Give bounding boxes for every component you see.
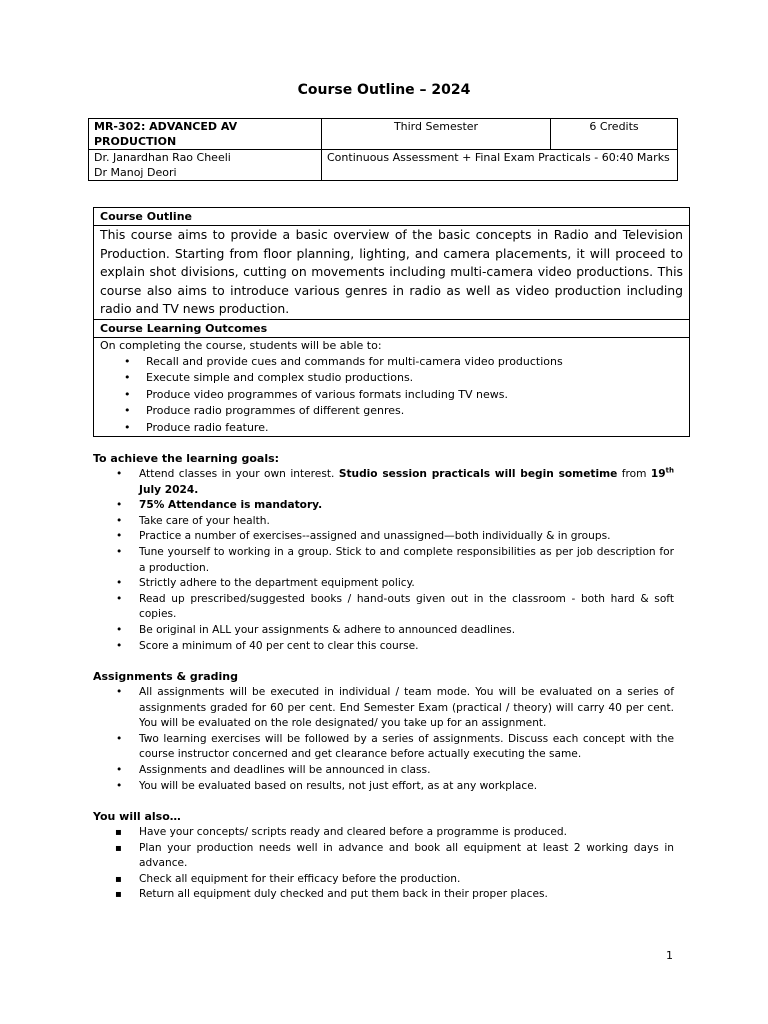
table-row: [89, 119, 678, 150]
you-will-also-heading: You will also…: [93, 810, 181, 823]
course-outline-box: [93, 207, 690, 437]
practicals-note: Studio session practicals will begin sometime: [338, 468, 618, 480]
list-item: [139, 467, 674, 498]
start-date: July 2024.: [139, 483, 199, 496]
instructor-name: Dr. Janardhan Rao Cheeli: [94, 151, 231, 164]
list-item: • Two learning exercises will be followed by a series of assignments. Discuss each concept with the course instructor concerned and get clearance before actually executing the same.: [139, 732, 674, 763]
course-header-table: [88, 118, 678, 181]
page-number: 1: [666, 949, 673, 962]
list-item-text: Attend classes in your own interest.: [139, 468, 339, 480]
assignments-heading: Assignments & grading: [93, 670, 238, 683]
list-item: • Read up prescribed/suggested books / hand-outs given out in the classroom - both hard & soft copies.: [139, 592, 674, 623]
learning-outcomes-list: [94, 354, 689, 437]
learning-goals-heading: To achieve the learning goals:: [93, 452, 280, 465]
table-row: [89, 150, 678, 181]
list-item: • Recall and provide cues and commands for multi-camera video productions: [146, 354, 689, 371]
list-item: • Be original in ALL your assignments & adhere to announced deadlines.: [139, 623, 674, 639]
list-item: • Take care of your health.: [139, 514, 674, 530]
course-code: MR-302: ADVANCED AV PRODUCTION: [89, 119, 322, 150]
list-item: • Produce radio programmes of different genres.: [146, 403, 689, 420]
semester: Third Semester: [322, 119, 551, 150]
list-item: ▪ Return all equipment duly checked and put them back in their proper places.: [139, 887, 674, 903]
assignments-list: [139, 685, 674, 794]
ordinal-suffix: th: [665, 466, 675, 475]
list-item: ▪ Check all equipment for their efficacy before the production.: [139, 872, 674, 888]
learning-outcomes-heading: Course Learning Outcomes: [94, 320, 689, 338]
list-item: • Strictly adhere to the department equipment policy.: [139, 576, 674, 592]
list-item: • Produce radio feature.: [146, 420, 689, 437]
list-item: • Score a minimum of 40 per cent to clear this course.: [139, 639, 674, 655]
list-item: ▪ Have your concepts/ scripts ready and cleared before a programme is produced.: [139, 825, 674, 841]
list-item-text: from: [617, 468, 651, 480]
list-item: • Practice a number of exercises--assigned and unassigned—both individually & in groups.: [139, 529, 674, 545]
list-item: • Tune yourself to working in a group. Stick to and complete responsibilities as per job description for a production.: [139, 545, 674, 576]
credits: 6 Credits: [551, 119, 678, 150]
course-outline-heading: Course Outline: [94, 208, 689, 226]
instructor-name: Dr Manoj Deori: [94, 166, 177, 179]
attendance-note: 75% Attendance is mandatory.: [139, 499, 323, 512]
list-item: • Assignments and deadlines will be announced in class.: [139, 763, 674, 779]
list-item: ▪ Plan your production needs well in advance and book all equipment at least 2 working days in advance.: [139, 841, 674, 872]
list-item: [139, 498, 674, 514]
page-title: Course Outline – 2024: [297, 82, 471, 98]
instructors-cell: [89, 150, 322, 181]
learning-outcomes-intro: On completing the course, students will be able to:: [100, 338, 382, 352]
course-outline-text: This course aims to provide a basic overview of the basic concepts in Radio and Television Production. Starting from floor planning, lighting, and camera placements, it will proceed to explain shot divisions, cutting on movements including multi-camera video productions. This course also aims to introduce various genres in radio as well as video production including radio and TV news production.: [94, 226, 689, 320]
assessment-scheme: Continuous Assessment + Final Exam Practicals - 60:40 Marks: [322, 150, 678, 181]
you-will-also-list: [139, 825, 674, 903]
learning-goals-list: [139, 467, 674, 654]
list-item: • All assignments will be executed in individual / team mode. You will be evaluated on a series of assignments graded for 60 per cent. End Semester Exam (practical / theory) will carry 40 per cent. You will be evaluated on the role designated/ you take up for an assignment.: [139, 685, 674, 732]
list-item: • Produce video programmes of various formats including TV news.: [146, 387, 689, 404]
start-day: 19: [650, 468, 666, 480]
list-item: • You will be evaluated based on results, not just effort, as at any workplace.: [139, 779, 674, 795]
list-item: • Execute simple and complex studio productions.: [146, 370, 689, 387]
